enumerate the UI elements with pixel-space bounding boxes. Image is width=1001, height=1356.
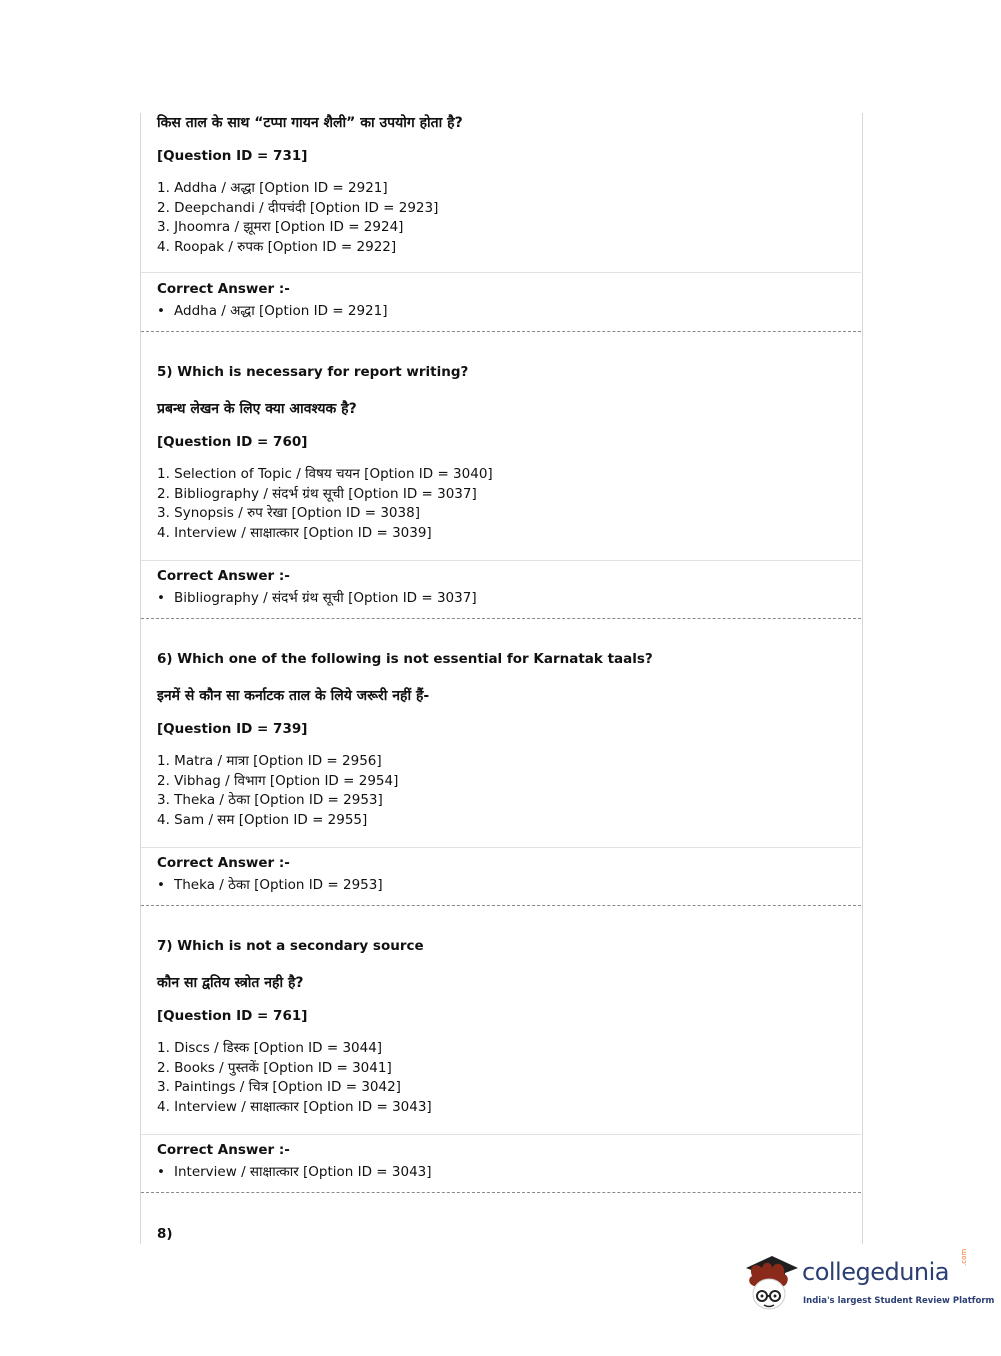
question-6-hindi: इनमें से कौन सा कर्नाटक ताल के लिये जरूरी नहीं हैं- (157, 688, 430, 704)
question-7-title: 7) Which is not a secondary source (157, 938, 424, 954)
question-5-hindi: प्रबन्ध लेखन के लिए क्या आवश्यक है? (157, 401, 357, 417)
question-7-options (157, 1039, 877, 1117)
option-item: 1. Addha / अद्धा [Option ID = 2921] (157, 180, 388, 196)
question-7-block (141, 937, 877, 1117)
question-separator (141, 618, 861, 619)
option-item: 4. Sam / सम [Option ID = 2955] (157, 811, 368, 828)
correct-answer-label: Correct Answer :- (157, 855, 290, 871)
question-8-title: 8) (157, 1226, 173, 1242)
option-item: 2. Deepchandi / दीपचंदी [Option ID = 2923] (157, 199, 439, 216)
option-item: 1. Selection of Topic / विषय चयन [Option ID = 3040] (157, 466, 493, 482)
question-separator (141, 905, 861, 906)
correct-answer-item: • Bibliography / संदर्भ ग्रंथ सूची [Option ID = 3037] (157, 590, 477, 606)
divider (141, 560, 861, 561)
correct-answer-label: Correct Answer :- (157, 568, 290, 584)
option-item: 4. Interview / साक्षात्कार [Option ID = 3043] (157, 1098, 432, 1115)
question-separator (141, 1192, 861, 1193)
correct-answer-label: Correct Answer :- (157, 1142, 290, 1158)
question-separator (141, 331, 861, 332)
question-5-answer-block (141, 567, 877, 607)
logo-wordmark: collegedunia (802, 1258, 950, 1286)
question-7-hindi: कौन सा द्वतिय स्त्रोत नही है? (157, 975, 304, 991)
logo-suffix: .com (960, 1248, 968, 1266)
correct-answer-label: Correct Answer :- (157, 281, 290, 297)
question-6-answer-block (141, 854, 877, 894)
option-item: 3. Synopsis / रुप रेखा [Option ID = 3038] (157, 505, 420, 522)
correct-answer-text: Theka / ठेका [Option ID = 2953] (174, 877, 383, 893)
question-5-options (157, 465, 877, 543)
student-mascot-icon (742, 1250, 802, 1316)
divider (141, 847, 861, 848)
option-item: 2. Vibhag / विभाग [Option ID = 2954] (157, 772, 399, 789)
correct-answer-item: • Interview / साक्षात्कार [Option ID = 3043] (157, 1164, 432, 1180)
divider (141, 1134, 861, 1135)
question-4-answer-block (141, 280, 877, 320)
correct-answer-item: • Addha / अद्धा [Option ID = 2921] (157, 303, 388, 319)
divider (141, 272, 861, 273)
correct-answer-text: Bibliography / संदर्भ ग्रंथ सूची [Option ID = 3037] (174, 590, 477, 606)
question-6-block (141, 650, 877, 830)
question-6-options (157, 752, 877, 830)
option-item: 2. Bibliography / संदर्भ ग्रंथ सूची [Option ID = 3037] (157, 485, 477, 502)
question-7-answer-block (141, 1141, 877, 1181)
question-5-id: [Question ID = 760] (157, 434, 308, 450)
option-item: 1. Discs / डिस्क [Option ID = 3044] (157, 1040, 383, 1056)
option-item: 3. Paintings / चित्र [Option ID = 3042] (157, 1079, 401, 1096)
question-7-id: [Question ID = 761] (157, 1008, 308, 1024)
correct-answer-text: Interview / साक्षात्कार [Option ID = 3043] (174, 1164, 432, 1180)
option-item: 2. Books / पुस्तकें [Option ID = 3041] (157, 1059, 392, 1076)
option-item: 3. Jhoomra / झूमरा [Option ID = 2924] (157, 219, 404, 236)
collegedunia-logo (742, 1248, 995, 1316)
question-4-id: [Question ID = 731] (157, 148, 308, 164)
correct-answer-text: Addha / अद्धा [Option ID = 2921] (174, 303, 388, 319)
logo-tagline: India's largest Student Review Platform (803, 1296, 995, 1306)
question-6-id: [Question ID = 739] (157, 721, 308, 737)
correct-answer-item: • Theka / ठेका [Option ID = 2953] (157, 877, 383, 893)
question-4-hindi: किस ताल के साथ “टप्पा गायन शैली” का उपयोग होता है? (157, 115, 463, 131)
option-item: 1. Matra / मात्रा [Option ID = 2956] (157, 753, 382, 769)
option-item: 3. Theka / ठेका [Option ID = 2953] (157, 792, 383, 809)
question-8-block (141, 1225, 877, 1243)
option-item: 4. Interview / साक्षात्कार [Option ID = 3039] (157, 524, 432, 541)
option-item: 4. Roopak / रुपक [Option ID = 2922] (157, 238, 397, 255)
question-5-title: 5) Which is necessary for report writing? (157, 364, 469, 380)
question-4-block (141, 113, 877, 257)
question-5-block (141, 363, 877, 543)
question-4-options (157, 179, 877, 257)
question-6-title: 6) Which one of the following is not essential for Karnatak taals? (157, 651, 653, 667)
